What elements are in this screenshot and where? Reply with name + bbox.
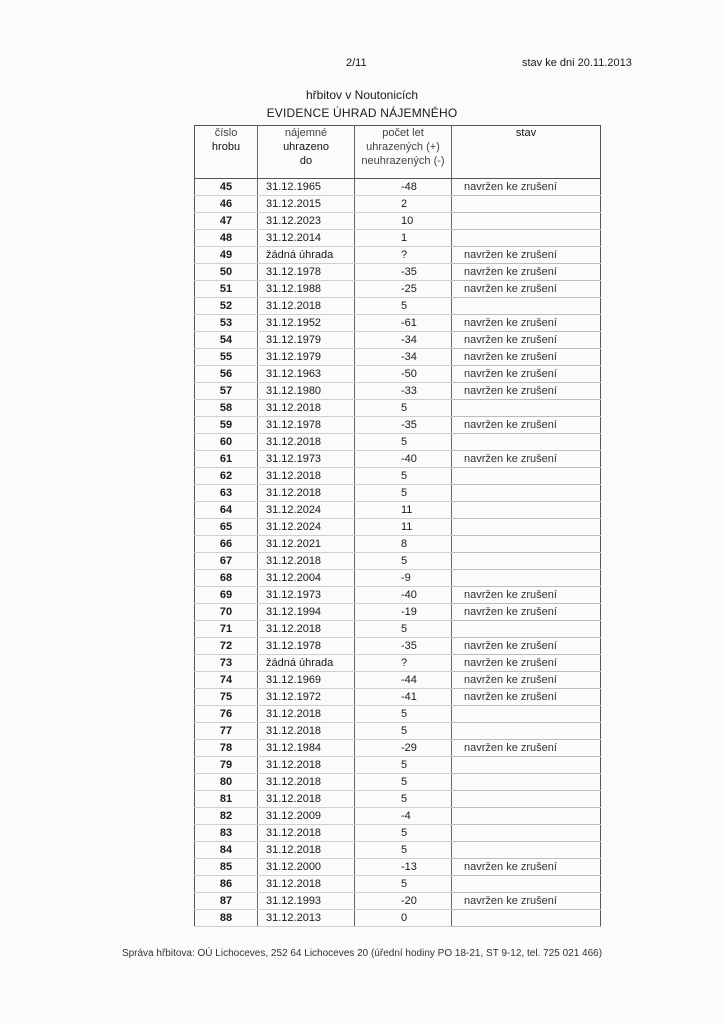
table-row: [195, 264, 601, 281]
table-row: [195, 638, 601, 655]
header-status: [452, 126, 601, 179]
paid-until-cell: 31.12.2015: [258, 196, 355, 213]
paid-until-cell: 31.12.2018: [258, 876, 355, 893]
paid-until-cell: 31.12.1978: [258, 417, 355, 434]
table-row: [195, 519, 601, 536]
paid-until-cell: 31.12.2018: [258, 468, 355, 485]
status-cell: [452, 536, 601, 553]
status-cell: navržen ke zrušení: [452, 349, 601, 366]
table-row: [195, 332, 601, 349]
years-cell: -25: [355, 281, 452, 298]
status-cell: navržen ke zrušení: [452, 281, 601, 298]
table-row: [195, 298, 601, 315]
years-cell: -33: [355, 383, 452, 400]
status-cell: [452, 230, 601, 247]
table-row: [195, 774, 601, 791]
status-cell: [452, 570, 601, 587]
paid-until-cell: 31.12.2018: [258, 621, 355, 638]
paid-until-cell: 31.12.2009: [258, 808, 355, 825]
table-row: [195, 689, 601, 706]
paid-until-cell: 31.12.1984: [258, 740, 355, 757]
paid-until-cell: 31.12.2018: [258, 757, 355, 774]
table-row: [195, 383, 601, 400]
paid-until-cell: 31.12.2018: [258, 400, 355, 417]
header-grave-line2: hrobu: [211, 141, 241, 153]
paid-until-cell: 31.12.1979: [258, 349, 355, 366]
table-row: [195, 468, 601, 485]
status-cell: [452, 298, 601, 315]
years-cell: -19: [355, 604, 452, 621]
table-row: [195, 230, 601, 247]
table-row: [195, 349, 601, 366]
grave-number-cell: 61: [195, 451, 258, 468]
grave-number-cell: 82: [195, 808, 258, 825]
status-cell: navržen ke zrušení: [452, 247, 601, 264]
years-cell: 5: [355, 791, 452, 808]
years-cell: 5: [355, 298, 452, 315]
grave-number-cell: 55: [195, 349, 258, 366]
status-cell: [452, 553, 601, 570]
table-row: [195, 587, 601, 604]
years-cell: 2: [355, 196, 452, 213]
table-row: [195, 434, 601, 451]
paid-until-cell: 31.12.2018: [258, 791, 355, 808]
header-years-line1: počet let: [382, 127, 424, 139]
status-cell: [452, 502, 601, 519]
table-row: [195, 536, 601, 553]
grave-number-cell: 62: [195, 468, 258, 485]
status-cell: navržen ke zrušení: [452, 672, 601, 689]
table-row: [195, 910, 601, 927]
grave-number-cell: 68: [195, 570, 258, 587]
years-cell: 11: [355, 502, 452, 519]
grave-number-cell: 56: [195, 366, 258, 383]
table-row: [195, 451, 601, 468]
grave-number-cell: 58: [195, 400, 258, 417]
years-cell: -34: [355, 332, 452, 349]
table-row: [195, 893, 601, 910]
status-cell: [452, 400, 601, 417]
paid-until-cell: 31.12.2018: [258, 298, 355, 315]
status-cell: navržen ke zrušení: [452, 689, 601, 706]
grave-number-cell: 46: [195, 196, 258, 213]
table-row: [195, 604, 601, 621]
document-title: EVIDENCE ÚHRAD NÁJEMNÉHO: [266, 106, 458, 120]
table-row: [195, 859, 601, 876]
grave-number-cell: 85: [195, 859, 258, 876]
paid-until-cell: 31.12.1978: [258, 638, 355, 655]
grave-number-cell: 49: [195, 247, 258, 264]
table-row: [195, 621, 601, 638]
grave-number-cell: 84: [195, 842, 258, 859]
years-cell: 10: [355, 213, 452, 230]
status-cell: navržen ke zrušení: [452, 587, 601, 604]
years-cell: 5: [355, 434, 452, 451]
years-cell: -9: [355, 570, 452, 587]
status-cell: [452, 876, 601, 893]
status-cell: [452, 485, 601, 502]
status-cell: navržen ke zrušení: [452, 859, 601, 876]
table-row: [195, 842, 601, 859]
years-cell: -35: [355, 638, 452, 655]
grave-number-cell: 74: [195, 672, 258, 689]
paid-until-cell: 31.12.1980: [258, 383, 355, 400]
status-cell: navržen ke zrušení: [452, 383, 601, 400]
years-cell: 5: [355, 842, 452, 859]
status-cell: [452, 723, 601, 740]
years-cell: -13: [355, 859, 452, 876]
status-cell: [452, 196, 601, 213]
grave-number-cell: 54: [195, 332, 258, 349]
grave-number-cell: 63: [195, 485, 258, 502]
table-row: [195, 876, 601, 893]
grave-number-cell: 51: [195, 281, 258, 298]
years-cell: -48: [355, 179, 452, 196]
paid-until-cell: žádná úhrada: [258, 247, 355, 264]
years-cell: -50: [355, 366, 452, 383]
grave-number-cell: 65: [195, 519, 258, 536]
paid-until-cell: 31.12.1988: [258, 281, 355, 298]
grave-number-cell: 87: [195, 893, 258, 910]
years-cell: 5: [355, 774, 452, 791]
paid-until-cell: 31.12.2023: [258, 213, 355, 230]
years-cell: 5: [355, 876, 452, 893]
paid-until-cell: 31.12.2018: [258, 774, 355, 791]
footer-contact: Správa hřbitova: OÚ Lichoceves, 252 64 Lichoceves 20 (úřední hodiny PO 18-21, ST 9-12, tel. 725 021 466): [121, 948, 603, 959]
header-paid-until: [258, 126, 355, 179]
years-cell: -35: [355, 264, 452, 281]
grave-number-cell: 47: [195, 213, 258, 230]
status-cell: navržen ke zrušení: [452, 451, 601, 468]
paid-until-cell: 31.12.2021: [258, 536, 355, 553]
table-row: [195, 366, 601, 383]
table-row: [195, 570, 601, 587]
years-cell: 5: [355, 485, 452, 502]
table-row: [195, 485, 601, 502]
grave-number-cell: 83: [195, 825, 258, 842]
header-years-line3: neuhrazených (-): [361, 155, 445, 167]
grave-number-cell: 73: [195, 655, 258, 672]
grave-number-cell: 78: [195, 740, 258, 757]
paid-until-cell: 31.12.2004: [258, 570, 355, 587]
years-cell: 0: [355, 910, 452, 927]
status-cell: [452, 213, 601, 230]
paid-until-cell: 31.12.2024: [258, 519, 355, 536]
paid-until-cell: 31.12.2000: [258, 859, 355, 876]
table-row: [195, 400, 601, 417]
years-cell: 5: [355, 757, 452, 774]
paid-until-cell: 31.12.2024: [258, 502, 355, 519]
grave-number-cell: 59: [195, 417, 258, 434]
years-cell: 5: [355, 723, 452, 740]
years-cell: -29: [355, 740, 452, 757]
table-row: [195, 672, 601, 689]
table-row: [195, 757, 601, 774]
paid-until-cell: 31.12.2018: [258, 485, 355, 502]
header-grave-number: [195, 126, 258, 179]
status-cell: navržen ke zrušení: [452, 315, 601, 332]
table-row: [195, 179, 601, 196]
status-cell: [452, 808, 601, 825]
header-paid-line2: uhrazeno: [283, 141, 329, 153]
cemetery-title: hřbitov v Noutonicích: [305, 88, 419, 102]
years-cell: 5: [355, 825, 452, 842]
status-cell: navržen ke zrušení: [452, 638, 601, 655]
grave-number-cell: 81: [195, 791, 258, 808]
grave-number-cell: 57: [195, 383, 258, 400]
table-row: [195, 808, 601, 825]
status-cell: [452, 519, 601, 536]
years-cell: 5: [355, 400, 452, 417]
status-cell: [452, 774, 601, 791]
status-date: stav ke dni 20.11.2013: [522, 57, 632, 69]
header-years: [355, 126, 452, 179]
paid-until-cell: žádná úhrada: [258, 655, 355, 672]
grave-number-cell: 45: [195, 179, 258, 196]
header-paid-line1: nájemné: [284, 127, 328, 139]
header-years-line2: uhrazených (+): [366, 141, 440, 153]
payments-table: [194, 125, 601, 927]
grave-number-cell: 71: [195, 621, 258, 638]
status-cell: navržen ke zrušení: [452, 332, 601, 349]
grave-number-cell: 77: [195, 723, 258, 740]
paid-until-cell: 31.12.1963: [258, 366, 355, 383]
years-cell: -40: [355, 587, 452, 604]
paid-until-cell: 31.12.1973: [258, 451, 355, 468]
status-cell: navržen ke zrušení: [452, 604, 601, 621]
years-cell: -20: [355, 893, 452, 910]
table-row: [195, 247, 601, 264]
header-paid-line3: do: [299, 155, 313, 167]
paid-until-cell: 31.12.1972: [258, 689, 355, 706]
grave-number-cell: 48: [195, 230, 258, 247]
paid-until-cell: 31.12.1979: [258, 332, 355, 349]
paid-until-cell: 31.12.1965: [258, 179, 355, 196]
years-cell: 11: [355, 519, 452, 536]
status-cell: navržen ke zrušení: [452, 366, 601, 383]
status-cell: [452, 706, 601, 723]
grave-number-cell: 53: [195, 315, 258, 332]
paid-until-cell: 31.12.2018: [258, 553, 355, 570]
grave-number-cell: 86: [195, 876, 258, 893]
paid-until-cell: 31.12.1969: [258, 672, 355, 689]
table-row: [195, 740, 601, 757]
years-cell: -35: [355, 417, 452, 434]
table-row: [195, 791, 601, 808]
table-row: [195, 655, 601, 672]
table-row: [195, 315, 601, 332]
grave-number-cell: 70: [195, 604, 258, 621]
grave-number-cell: 52: [195, 298, 258, 315]
years-cell: -61: [355, 315, 452, 332]
years-cell: 5: [355, 468, 452, 485]
years-cell: 5: [355, 706, 452, 723]
page-number: 2/11: [346, 57, 367, 69]
paid-until-cell: 31.12.1973: [258, 587, 355, 604]
grave-number-cell: 50: [195, 264, 258, 281]
table-row: [195, 723, 601, 740]
table-row: [195, 417, 601, 434]
years-cell: 5: [355, 553, 452, 570]
grave-number-cell: 88: [195, 910, 258, 927]
table-row: [195, 196, 601, 213]
paid-until-cell: 31.12.1993: [258, 893, 355, 910]
status-cell: navržen ke zrušení: [452, 655, 601, 672]
paid-until-cell: 31.12.1994: [258, 604, 355, 621]
table-row: [195, 502, 601, 519]
status-cell: navržen ke zrušení: [452, 264, 601, 281]
header-grave-line1: číslo: [214, 127, 238, 139]
grave-number-cell: 67: [195, 553, 258, 570]
years-cell: 5: [355, 621, 452, 638]
grave-number-cell: 66: [195, 536, 258, 553]
status-cell: navržen ke zrušení: [452, 893, 601, 910]
paid-until-cell: 31.12.2018: [258, 706, 355, 723]
grave-number-cell: 69: [195, 587, 258, 604]
paid-until-cell: 31.12.2018: [258, 825, 355, 842]
years-cell: 1: [355, 230, 452, 247]
paid-until-cell: 31.12.2018: [258, 434, 355, 451]
paid-until-cell: 31.12.1978: [258, 264, 355, 281]
grave-number-cell: 60: [195, 434, 258, 451]
paid-until-cell: 31.12.2018: [258, 723, 355, 740]
paid-until-cell: 31.12.1952: [258, 315, 355, 332]
status-cell: [452, 757, 601, 774]
status-cell: [452, 468, 601, 485]
table-row: [195, 553, 601, 570]
table-row: [195, 825, 601, 842]
status-cell: navržen ke zrušení: [452, 179, 601, 196]
header-status-label: stav: [515, 127, 537, 139]
grave-number-cell: 76: [195, 706, 258, 723]
years-cell: -40: [355, 451, 452, 468]
grave-number-cell: 72: [195, 638, 258, 655]
status-cell: [452, 910, 601, 927]
status-cell: [452, 621, 601, 638]
table-row: [195, 281, 601, 298]
years-cell: -4: [355, 808, 452, 825]
status-cell: [452, 791, 601, 808]
years-cell: 8: [355, 536, 452, 553]
status-cell: navržen ke zrušení: [452, 417, 601, 434]
table-header-row: [195, 126, 601, 179]
status-cell: [452, 825, 601, 842]
status-cell: [452, 842, 601, 859]
grave-number-cell: 80: [195, 774, 258, 791]
grave-number-cell: 64: [195, 502, 258, 519]
paid-until-cell: 31.12.2014: [258, 230, 355, 247]
paid-until-cell: 31.12.2018: [258, 842, 355, 859]
table-row: [195, 706, 601, 723]
grave-number-cell: 79: [195, 757, 258, 774]
table-row: [195, 213, 601, 230]
years-cell: -41: [355, 689, 452, 706]
years-cell: ?: [355, 247, 452, 264]
grave-number-cell: 75: [195, 689, 258, 706]
status-cell: [452, 434, 601, 451]
years-cell: -44: [355, 672, 452, 689]
years-cell: -34: [355, 349, 452, 366]
years-cell: ?: [355, 655, 452, 672]
paid-until-cell: 31.12.2013: [258, 910, 355, 927]
status-cell: navržen ke zrušení: [452, 740, 601, 757]
